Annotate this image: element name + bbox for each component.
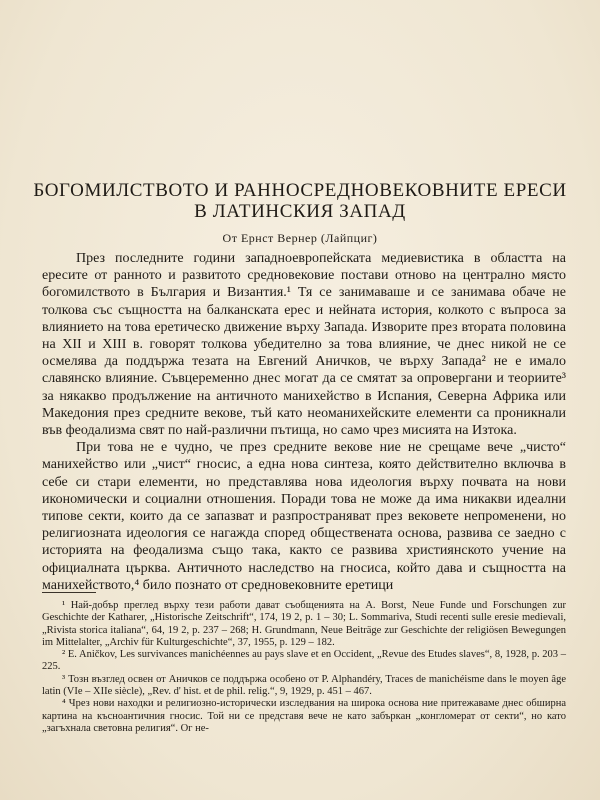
body-paragraph: При това не е чудно, че през средните векове ние не срещаме вече „чисто“ манихейство или „чист“ гносис, а една нова синтеза, която действително включва в себе си стари елементи, но представлява нова идеология върху почвата на нови икономически и социални отношения. Поради това не може да има никакви идеални типове секти, които да се запазват и разпространяват през вековете непроменени, но религиозната идеология се нагажда според обществената основа, развива се заедно с историята на феодализма също така, както се развива християнското учение на официалната църква. Античното наследство на гносиса, който дава и същността на манихейството,⁴ било познато от средновековните еретици bbox=[42, 440, 566, 593]
footnote: ⁴ Чрез нови находки и религиозно-исторически изследвания на широка основа ние притежаваме днес обширна картина на късноантичния гносис. Той ни се представя вече не като забъркан „конгломерат от секти“, но като „загъхнала световна религия“. Ог не- bbox=[42, 698, 566, 734]
footnote: ¹ Най-добър преглед върху тези работи дават съобщенията на A. Borst, Neue Funde und Forschungen zur Geschichte der Katharer, „Historische Zeitschrift“, 174, 19 2, p. 1 – 30; L. Sommariva, Studi recenti sulle eresie medievali, „Rivista storica italiana“, 64, 19 2, p. 237 – 268; H. Grundmann, Neue Beiträge zur Geschichte der religiösen Bewegungen im Mittelalter, „Archiv für Kulturgeschichte“, 37, 1955, p. 129 – 182. bbox=[42, 600, 566, 648]
article-title-line-1: БОГОМИЛСТВОТО И РАННОСРЕДНОВЕКОВНИТЕ ЕРЕСИ bbox=[33, 180, 567, 201]
article-body bbox=[42, 250, 566, 594]
footnote: ³ Тозн възглед освен от Аничков се поддържа особено от P. Alphandéry, Traces de manichéisme dans le moyen âge latin (VIe – XIIe siècle), „Rev. d' hist. et de phil. relig.“, 9, 1929, p. 451 – 467. bbox=[42, 673, 566, 698]
body-paragraph: През последните години западноевропейската медиевистика в областта на ересите от ранното и развитото средновековие постави отново на централно място богомилството в България и Византия.¹ Тя се занимаваше и се занимава обаче не толкова със същността на балканската ерес и нейната история, колкото с въпроса за влиянието на това еретическо движение върху Запада. Изворите през втората половина на XII и XIII в. говорят толкова убедително за това влияние, че днес никой не се осмелява да поддържа тезата на Евгений Аничков, че върху Запада² не е имало славянско влияние. Съвцеременно днес могат да се смятат за опровергани и теориите³ за някакво продължение на античното манихейство в Испания, Северна Африка или Македония през средните векове, тъй като неоманихейските елементи са проникнали във феодализма свят по най-различни пътища, но само чрез мисията на Изтока. bbox=[42, 251, 566, 439]
footnote: ² E. Aničkov, Les survivances manichéennes au pays slave et en Occident, „Revue des Etudes slaves“, 8, 1928, p. 203 – 225. bbox=[42, 649, 566, 673]
footnote-separator bbox=[42, 592, 96, 593]
article-title-line-2: В ЛАТИНСКИЯ ЗАПАД bbox=[194, 201, 406, 222]
footnotes bbox=[42, 600, 566, 735]
article-header bbox=[0, 180, 600, 246]
article-byline: От Ернст Вернер (Лайпциг) bbox=[222, 231, 378, 245]
